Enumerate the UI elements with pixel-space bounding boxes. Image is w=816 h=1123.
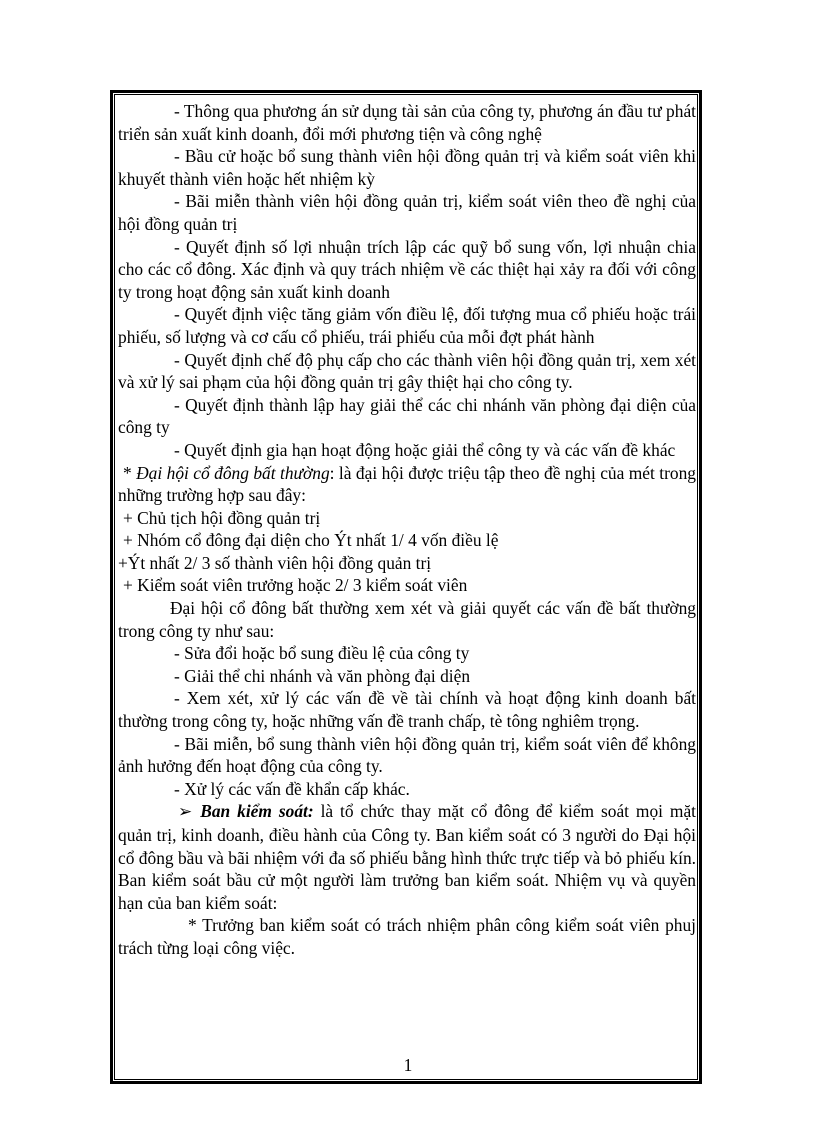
case-shareholder-group: + Nhóm cổ đông đại diện cho Ýt nhất 1/ 4 vốn điều lệ bbox=[123, 530, 499, 551]
paragraph-profit-allocation: - Quyết định số lợi nhuận trích lập các quỹ bổ sung vốn, lợi nhuận chia cho các cổ đông. Xác định và quy trách nhiệm về các thiệt hại xảy ra đối với công ty trong hoạt động sản xuất kinh doanh bbox=[118, 236, 696, 302]
paragraph-extension-dissolution: - Quyết định gia hạn hoạt động hoặc giải thể công ty và các vấn đề khác bbox=[174, 439, 676, 460]
paragraph-dismiss-members: - Bãi miễn thành viên hội đồng quản trị, kiểm soát viên theo đề nghị của hội đồng quản trị bbox=[118, 191, 696, 234]
case-board-members: +Ýt nhất 2/ 3 số thành viên hội đồng quản trị bbox=[118, 552, 432, 573]
paragraph-capital-change: - Quyết định việc tăng giảm vốn điều lệ, đối tượng mua cổ phiếu hoặc trái phiếu, số lượng và cơ cấu cổ phiếu, trái phiếu của mỗi đợt phát hành bbox=[118, 304, 696, 347]
board-of-control-text: là tổ chức thay mặt cổ đông để kiểm soát mọi mặt quản trị, kinh doanh, điều hành của Công ty. Ban kiểm soát có 3 người do Đại hội cổ đông bầu và bãi nhiệm với đa số phiếu bằng hình thức trực tiếp và bỏ phiếu kín. Ban kiểm soát bầu cử một người làm trưởng ban kiểm soát. Nhiệm vụ và quyền hạn của ban kiểm soát: bbox=[118, 801, 696, 913]
extraordinary-meeting-paragraph bbox=[118, 462, 696, 507]
review-item-dismiss: - Bãi miễn, bổ sung thành viên hội đồng quản trị, kiểm soát viên để không ảnh hưởng đến hoạt động của công ty. bbox=[118, 733, 696, 777]
review-intro: Đại hội cổ đông bất thường xem xét và giải quyết các vấn đề bất thường trong công ty như sau: bbox=[118, 598, 696, 641]
paragraph-branch-offices: - Quyết định thành lập hay giải thể các chi nhánh văn phòng đại diện của công ty bbox=[118, 394, 696, 438]
review-item-dissolve-branch: - Giải thể chi nhánh và văn phòng đại diện bbox=[174, 665, 471, 686]
case-chief-controller: + Kiểm soát viên trưởng hoặc 2/ 3 kiểm soát viên bbox=[123, 575, 468, 596]
board-of-control-title: Ban kiểm soát: bbox=[200, 801, 314, 822]
review-item-finance: - Xem xét, xử lý các vấn đề về tài chính và hoạt động kinh doanh bất thường trong công ty, hoặc những vấn đề tranh chấp, tè tông nghiêm trọng. bbox=[118, 688, 696, 732]
case-chairman: + Chủ tịch hội đồng quản trị bbox=[123, 507, 321, 528]
paragraph-asset-plan: - Thông qua phương án sử dụng tài sản của công ty, phương án đầu tư phát triển sản xuất kinh doanh, đổi mới phương tiện và công nghệ bbox=[118, 101, 696, 144]
paragraph-elect-members: - Bầu cử hoặc bổ sung thành viên hội đồng quản trị và kiểm soát viên khi khuyết thành viên hoặc hết nhiệm kỳ bbox=[118, 146, 696, 189]
arrow-bullet-icon: ➢ bbox=[178, 802, 193, 822]
extraordinary-prefix: * bbox=[123, 462, 137, 483]
review-item-urgent: - Xử lý các vấn đề khẩn cấp khác. bbox=[174, 778, 410, 799]
page-number: 1 bbox=[403, 1055, 413, 1075]
board-of-control-paragraph bbox=[118, 800, 696, 914]
review-item-charter: - Sửa đổi hoặc bổ sung điều lệ của công ty bbox=[174, 643, 470, 664]
head-controller-duty: * Trưởng ban kiểm soát có trách nhiệm phân công kiểm soát viên phuj trách từng loại công việc. bbox=[118, 915, 696, 958]
extraordinary-meeting-text: : là đại hội được triệu tập theo đề nghị của mét trong những trường hợp sau đây: bbox=[118, 462, 696, 506]
extraordinary-meeting-title: Đại hội cổ đông bất thường bbox=[136, 462, 330, 483]
document-body bbox=[118, 100, 696, 960]
paragraph-allowance: - Quyết định chế độ phụ cấp cho các thành viên hội đồng quản trị, xem xét và xử lý sai phạm của hội đồng quản trị gây thiệt hại cho công ty. bbox=[118, 349, 696, 393]
